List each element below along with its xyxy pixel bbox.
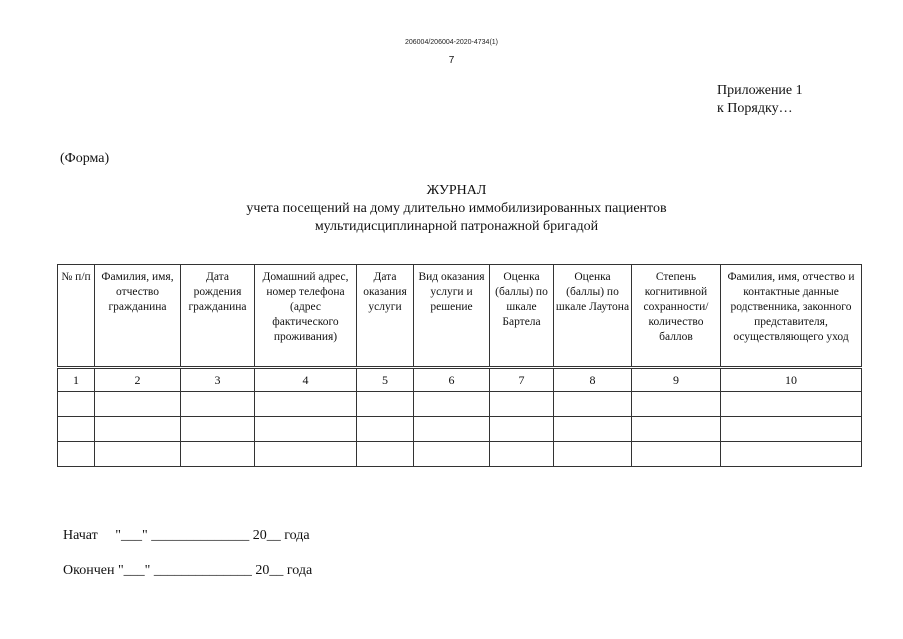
table-cell [357,442,414,467]
table-cell [490,442,554,467]
table-cell [255,392,357,417]
table-cell [721,417,862,442]
ended-date-line: Окончен "___" ______________ 20__ года [63,563,313,578]
table-cell [95,442,181,467]
table-cell [721,442,862,467]
column-header: Степень когнитивной сохранности/ количество баллов [632,265,721,368]
appendix-line-1: Приложение 1 [717,83,803,98]
column-number: 8 [554,368,632,392]
column-header: Дата рождения гражданина [181,265,255,368]
column-number: 5 [357,368,414,392]
column-number: 7 [490,368,554,392]
column-header: Домашний адрес, номер телефона (адрес фактического проживания) [255,265,357,368]
column-number: 10 [721,368,862,392]
page-number: 7 [448,55,455,66]
column-number: 1 [58,368,95,392]
table-cell [58,417,95,442]
table-cell [414,442,490,467]
table-cell [255,442,357,467]
column-number: 9 [632,368,721,392]
column-header: Оценка (баллы) по шкале Бартела [490,265,554,368]
journal-title [0,182,903,236]
appendix-note [717,82,803,118]
table-row [58,442,862,467]
table-cell [632,417,721,442]
table-row [58,392,862,417]
appendix-line-2: к Порядку… [717,101,793,116]
column-number-row [58,368,862,392]
column-number: 4 [255,368,357,392]
column-header: № п/п [58,265,95,368]
column-header: Дата оказания услуги [357,265,414,368]
table-cell [554,417,632,442]
table-cell [414,417,490,442]
table-header-row [58,265,862,368]
table-cell [414,392,490,417]
table-cell [632,392,721,417]
title-main: ЖУРНАЛ [426,183,487,198]
table-row [58,417,862,442]
table-cell [181,417,255,442]
column-number: 3 [181,368,255,392]
started-date-line: Начат "___" ______________ 20__ года [63,528,310,543]
column-header: Оценка (баллы) по шкале Лаутона [554,265,632,368]
title-line-2: учета посещений на дому длительно иммобилизированных пациентов [246,201,667,216]
form-label: (Форма) [60,151,110,166]
table-cell [95,392,181,417]
table-cell [58,392,95,417]
column-header: Фамилия, имя, отчество и контактные данные родственника, законного представителя, осуществляющего уход [721,265,862,368]
column-number: 2 [95,368,181,392]
table-cell [58,442,95,467]
table-cell [181,392,255,417]
document-id: 206004/206004-2020-4734(1) [404,39,499,46]
table-cell [357,417,414,442]
table-cell [357,392,414,417]
table-cell [721,392,862,417]
table-cell [490,392,554,417]
table-cell [554,442,632,467]
table-cell [95,417,181,442]
table-cell [632,442,721,467]
table-cell [181,442,255,467]
column-number: 6 [414,368,490,392]
column-header: Фамилия, имя, отчество гражданина [95,265,181,368]
table-cell [490,417,554,442]
table-cell [255,417,357,442]
column-header: Вид оказания услуги и решение [414,265,490,368]
journal-table [57,264,862,467]
title-line-3: мультидисциплинарной патронажной бригадой [314,219,599,234]
table-cell [554,392,632,417]
